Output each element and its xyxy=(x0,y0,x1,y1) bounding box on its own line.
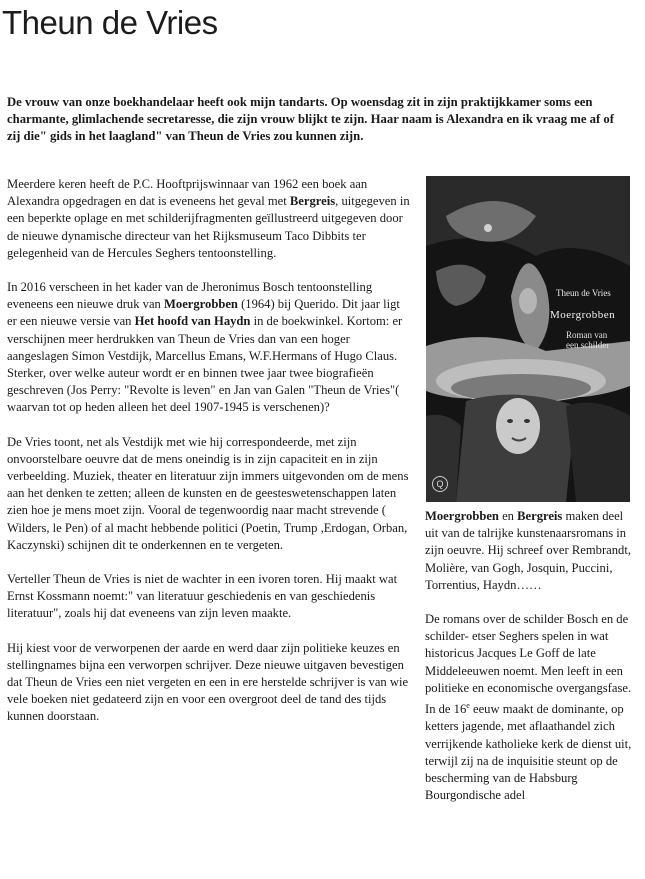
page-title: Theun de Vries xyxy=(2,4,218,41)
cover-title: Moergrobben xyxy=(550,309,616,321)
paragraph-2: In 2016 verscheen in het kader van de Jheronimus Bosch tentoonstelling eveneens een nieuwe druk van Moergrobben (1964) bij Querido. Dit jaar ligt er een nieuwe versie van Het hoofd van Haydn in de boekwinkel. Kortom: er verschijnen meer herdrukken van Theun de Vries dan van een hoger aangeslagen Simon Vestdijk, Marcellus Emans, W.F.Hermans of Hugo Claus. Sterker, over welke auteur wordt er en binnen twee jaar twee biografieën geschreven (Jos Perry: "Revolte is leven" en Jan van Galen "Theun de Vries"( waarvan tot op heden alleen het deel 1907-1945 is verschenen)? xyxy=(7,280,403,415)
main-column xyxy=(7,176,412,743)
cover-author: Theun de Vries xyxy=(556,288,611,298)
sidebar-paragraph-1: Moergrobben en Bergreis maken deel uit van de talrijke kunstenaarsromans in zijn oeuvre. Hij schreef over Rembrandt, Molière, van Gogh, Josquin, Puccini, Torrentius, Haydn…… xyxy=(425,509,631,592)
sidebar-column xyxy=(425,508,637,821)
book-title-moergrobben: Moergrobben xyxy=(164,297,238,312)
publisher-logo-icon: Q xyxy=(432,476,448,492)
paragraph-4: Verteller Theun de Vries is niet de wachter in een ivoren toren. Hij maakt wat Ernst Kossmann noemt:" van literatuur geschiedenis en van geschiedenis literatuur", zoals hij dat eveneens van zijn leven maakte. xyxy=(7,572,398,621)
book-title-bergreis: Bergreis xyxy=(289,194,336,209)
paragraph-3: De Vries toont, net als Vestdijk met wie hij correspondeerde, met zijn onvoorstelbare oeuvre dat de mens oneindig is in zijn capaciteit en in zijn verbeelding. Muziek, theater en literatuur zijn immers uitgevonden om de mens aan het denken te zetten; alleen de kunsten en de geesteswetenschappen laten zien hoe je mens moet zijn. Vooral de tegenwoordig naar macht strevende ( Wilders, le Pen) of al macht hebbende politici (Poetin, Trump ,Erdogan, Orban, Kaczynski) schijnen dit te onderkennen en te vergeten. xyxy=(7,434,409,552)
intro-paragraph: De vrouw van onze boekhandelaar heeft ook mijn tandarts. Op woensdag zit in zijn praktijkkamer soms een charmante, glimlachende secretaresse, die zijn vrouw blijkt te zijn. Haar naam is Alexandra en ik vraag me af of zij die" gids in het laagland" van Theun de Vries zou kunnen zijn. xyxy=(7,95,614,143)
paragraph-1: Meerdere keren heeft de P.C. Hooftprijswinnaar van 1962 een boek aan Alexandra opgedragen en dat is eveneens het geval met Bergreis, uitgegeven in een beperkte oplage en met schilderijfragmenten geïllustreerd uitgegeven door de nieuwe dynamische directeur van het Rijksmuseum Taco Dibbits ter gelegenheid van de Hercules Seghers tentoonstelling. xyxy=(7,177,410,260)
paragraph-5: Hij kiest voor de verworpenen der aarde en werd daar zijn politieke keuzes en stellingnames bijna een verworpen schrijver. Deze nieuwe uitgaven bevestigen dat Theun de Vries een niet vergeten en een in ere herstelde schrijver is van wie vele boeken niet gedateerd zijn en voor een overgroot deel de tand des tijds kunnen doorstaan. xyxy=(7,640,409,724)
book-cover-image xyxy=(426,176,630,502)
book-title-haydn: Het hoofd van Haydn xyxy=(134,314,251,329)
sidebar-paragraph-2: De romans over de schilder Bosch en de schilder- etser Seghers spelen in wat historicus Jacques Le Goff de late Middeleeuwen noemt. Men leeft in een politieke en economische overgangsfase. In de 16e eeuw maakt de dominante, op ketters jagende, met aflaathandel zich verrijkende katholieke kerk de dienst uit, terwijl zij na de inquisitie steunt op de bescherming van de Habsburg Bourgondische adel xyxy=(425,612,632,803)
cover-subtitle: Roman van een schilder xyxy=(566,330,610,350)
